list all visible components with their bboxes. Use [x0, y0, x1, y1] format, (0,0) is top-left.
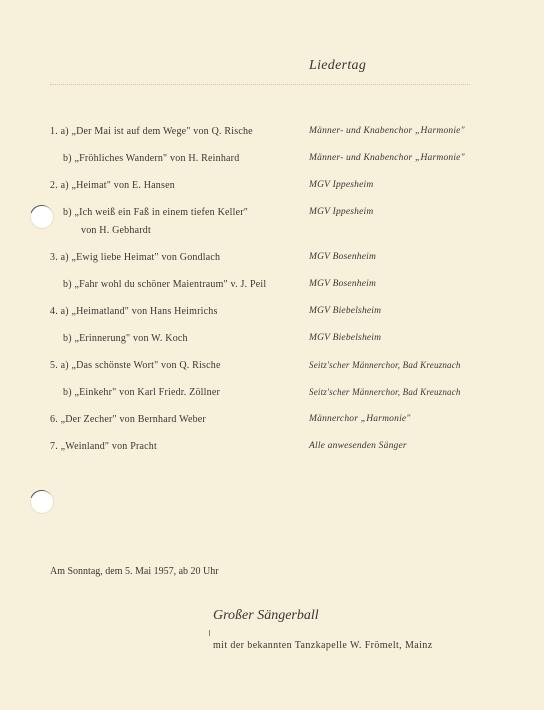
- performer-2a: MGV Ippesheim: [309, 180, 374, 190]
- program-item-5a: [50, 360, 221, 371]
- program-item-7: [50, 441, 157, 452]
- item-number: 3.: [50, 252, 58, 263]
- event-date: Am Sonntag, dem 5. Mai 1957, ab 20 Uhr: [50, 566, 219, 577]
- song-title: „Fröhliches Wandern" von H. Reinhard: [74, 153, 240, 164]
- punch-hole-bottom: [30, 490, 54, 514]
- program-item-1b: [63, 153, 239, 164]
- song-title-continuation: von H. Gebhardt: [81, 225, 151, 236]
- song-title: „Heimatland" von Hans Heimrichs: [71, 306, 218, 317]
- item-number: 2.: [50, 180, 58, 191]
- punch-hole-top: [30, 205, 54, 229]
- song-title: „Erinnerung" von W. Koch: [74, 333, 188, 344]
- program-item-4b: [63, 333, 188, 344]
- program-item-3b: [63, 279, 266, 290]
- item-number: 1.: [50, 126, 58, 137]
- performer-5b: Seitz'scher Männerchor, Bad Kreuznach: [309, 387, 461, 397]
- item-number: 7.: [50, 441, 58, 452]
- item-part: b): [63, 333, 72, 344]
- item-part: a): [60, 252, 69, 263]
- song-title: „Weinland" von Pracht: [60, 441, 157, 452]
- page-heading: Liedertag: [309, 58, 367, 73]
- program-item-6: [50, 414, 206, 425]
- item-part: b): [63, 153, 72, 164]
- print-mark: [209, 630, 210, 636]
- performer-6: Männerchor „Harmonie": [309, 414, 411, 424]
- item-part: a): [60, 126, 69, 137]
- song-title: „Ewig liebe Heimat" von Gondlach: [71, 252, 221, 263]
- item-part: a): [60, 180, 69, 191]
- performer-3a: MGV Bosenheim: [309, 252, 377, 262]
- performer-4b: MGV Biebelsheim: [309, 333, 382, 343]
- performer-2b: MGV Ippesheim: [309, 207, 374, 217]
- item-part: b): [63, 207, 72, 218]
- heading-divider: [50, 84, 470, 85]
- item-number: 4.: [50, 306, 58, 317]
- performer-7: Alle anwesenden Sänger: [309, 441, 407, 451]
- item-part: b): [63, 279, 72, 290]
- event-title: Großer Sängerball: [213, 608, 319, 623]
- performer-5a: Seitz'scher Männerchor, Bad Kreuznach: [309, 360, 461, 370]
- performer-1a: Männer- und Knabenchor „Harmonie": [309, 126, 465, 136]
- song-title: „Fahr wohl du schöner Maientraum" v. J. Peil: [74, 279, 267, 290]
- song-title: „Heimat" von E. Hansen: [71, 180, 175, 191]
- performer-4a: MGV Biebelsheim: [309, 306, 382, 316]
- program-item-4a: [50, 306, 218, 317]
- item-part: b): [63, 387, 72, 398]
- item-part: a): [60, 306, 69, 317]
- program-item-2a: [50, 180, 175, 191]
- song-title: „Einkehr" von Karl Friedr. Zöllner: [74, 387, 221, 398]
- program-item-5b: [63, 387, 220, 398]
- song-title: „Das schönste Wort" von Q. Rische: [71, 360, 221, 371]
- item-part: a): [60, 360, 69, 371]
- program-item-2b: [63, 207, 248, 218]
- song-title: „Ich weiß ein Faß in einem tiefen Keller": [74, 207, 249, 218]
- item-number: 5.: [50, 360, 58, 371]
- performer-3b: MGV Bosenheim: [309, 279, 377, 289]
- item-number: 6.: [50, 414, 58, 425]
- song-title: „Der Mai ist auf dem Wege" von Q. Rische: [71, 126, 253, 137]
- song-title: „Der Zecher" von Bernhard Weber: [60, 414, 206, 425]
- performer-1b: Männer- und Knabenchor „Harmonie": [309, 153, 465, 163]
- program-item-3a: [50, 252, 220, 263]
- band-info: mit der bekannten Tanzkapelle W. Frömelt, Mainz: [213, 640, 433, 651]
- program-item-1a: [50, 126, 253, 137]
